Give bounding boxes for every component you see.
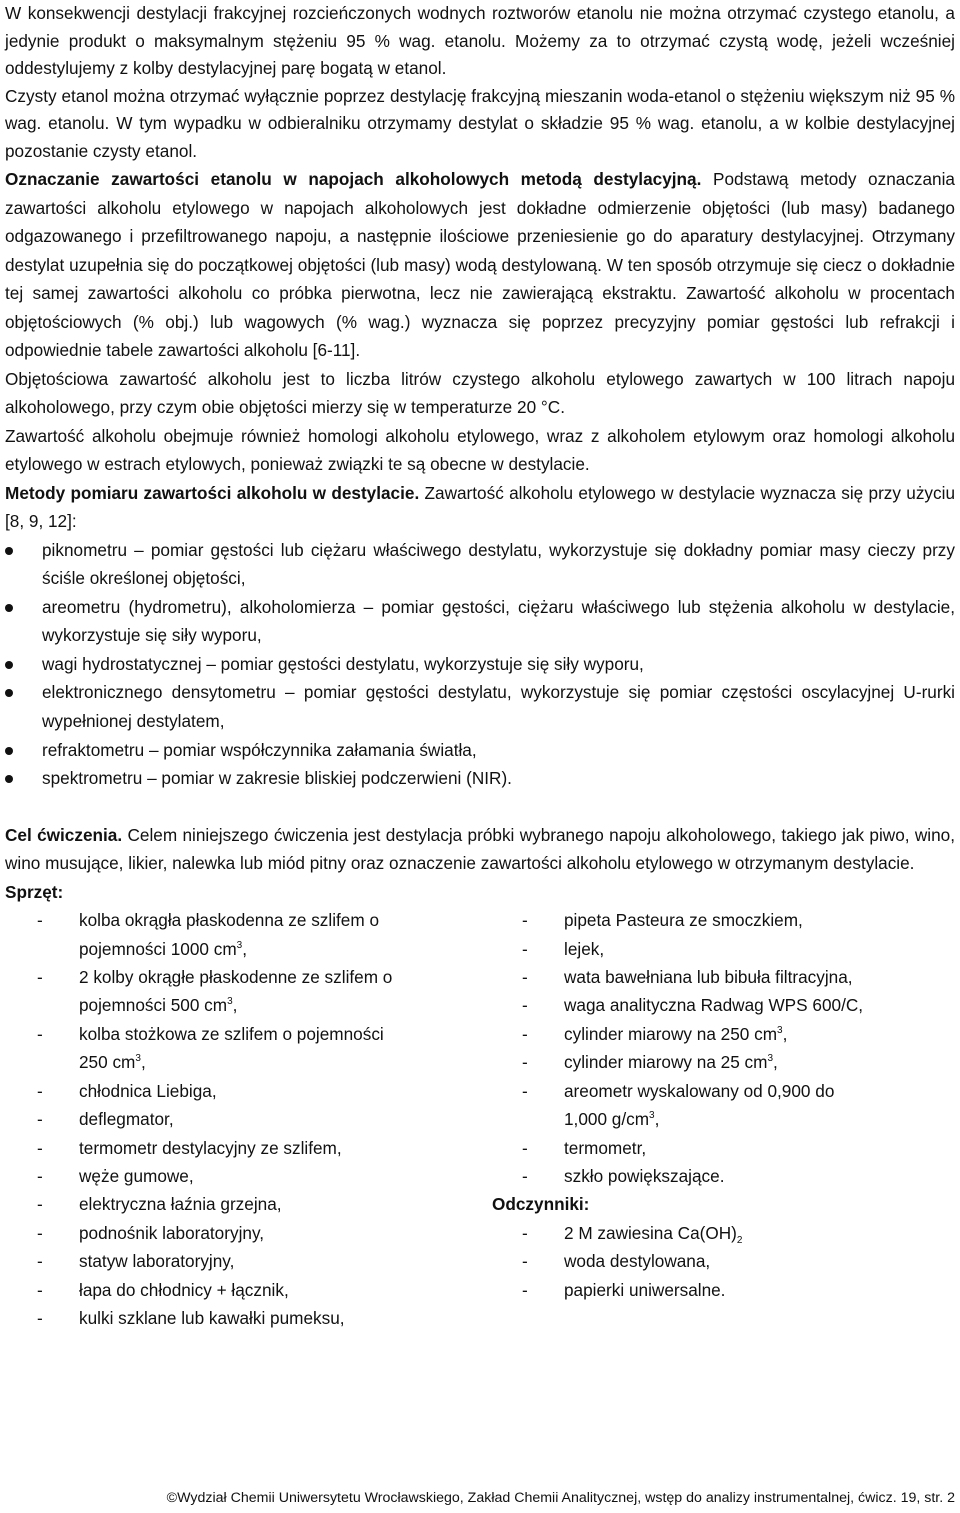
item-text: waga analityczna Radwag WPS 600/C, bbox=[564, 995, 864, 1016]
list-item bbox=[37, 1020, 467, 1077]
dash: - bbox=[37, 1137, 43, 1158]
item-text: papierki uniwersalne. bbox=[564, 1279, 726, 1300]
paragraph-objetosciowa: Objętościowa zawartość alkoholu jest to liczba litrów czystego alkoholu etylowego zawartych w 100 litrach napoju alkoholowego, przy czym obie objętości mierzy się w temperaturze 20 °C. bbox=[5, 368, 955, 417]
list-item bbox=[37, 1162, 467, 1190]
dash: - bbox=[522, 938, 528, 959]
item-text-cont: 1,000 g/cm bbox=[564, 1109, 650, 1130]
page-footer bbox=[167, 1490, 955, 1506]
paragraph-homologi: Zawartość alkoholu obejmuje również homologi alkoholu etylowego, wraz z alkoholem etylowym oraz homologi alkoholu etylowego w estrach etylowych, ponieważ związki te są obecne w destylacie. bbox=[5, 425, 955, 474]
dash: - bbox=[37, 1023, 43, 1044]
dash: - bbox=[522, 910, 528, 931]
list-item bbox=[5, 593, 955, 650]
bullet-icon bbox=[5, 689, 13, 697]
bullet-icon bbox=[5, 775, 13, 783]
list-item-text: piknometru – pomiar gęstości lub ciężaru właściwego destylatu, wykorzystuje się dokładny pomiar masy cieczy przy ściśle określonej objętości, bbox=[42, 539, 955, 589]
list-item bbox=[5, 764, 955, 793]
item-text: węże gumowe, bbox=[79, 1165, 194, 1186]
paragraph-intro-2b: W tym wypadku w odbieralniku otrzymamy destylat o składzie 95 % wag. etanolu, a w kolbie destylacyjnej pozostanie czysty etanol. bbox=[5, 113, 955, 161]
item-text: 2 kolby okrągłe płaskodenne ze szlifem o bbox=[79, 967, 393, 988]
list-item bbox=[37, 1134, 467, 1162]
item-text: deflegmator, bbox=[79, 1109, 174, 1130]
document-page bbox=[5, 0, 956, 1328]
heading-cel: Cel ćwiczenia. bbox=[5, 824, 123, 845]
list-item bbox=[5, 736, 955, 765]
item-text: termometr, bbox=[564, 1137, 647, 1158]
list-item bbox=[5, 678, 955, 735]
item-text: termometr destylacyjny ze szlifem, bbox=[79, 1137, 342, 1158]
text-metody: Zawartość alkoholu etylowego w destylacie wyznacza się przy użyciu [8, 9, 12]: bbox=[5, 482, 955, 531]
punct: , bbox=[782, 1023, 788, 1044]
dash: - bbox=[522, 1023, 528, 1044]
dash: - bbox=[522, 1080, 528, 1101]
superscript: 3 bbox=[649, 1110, 655, 1122]
item-text: pipeta Pasteura ze smoczkiem, bbox=[564, 910, 803, 931]
item-text: woda destylowana, bbox=[564, 1251, 711, 1272]
item-text: statyw laboratoryjny, bbox=[79, 1251, 235, 1272]
dash: - bbox=[37, 1251, 43, 1272]
list-item-text: elektronicznego densytometru – pomiar gęstości destylatu, wykorzystuje się pomiar częstości oscylacyjnej U-rurki wypełnionej destylatem, bbox=[42, 682, 955, 732]
list-item bbox=[522, 1219, 952, 1247]
superscript: 3 bbox=[236, 939, 243, 951]
footer-text: Wydział Chemii Uniwersytetu Wrocławskiego, Zakład Chemii Analitycznej, wstęp do analizy instrumentalnej, ćwicz. 19, str. 2 bbox=[177, 1490, 955, 1506]
paragraph-intro-2 bbox=[5, 83, 955, 166]
methods-bullet-list bbox=[5, 536, 955, 793]
dash: - bbox=[37, 967, 43, 988]
dash: - bbox=[37, 1279, 43, 1300]
item-text: łapa do chłodnicy + łącznik, bbox=[79, 1279, 289, 1300]
item-text: cylinder miarowy na 25 cm bbox=[564, 1052, 768, 1073]
list-item-text: wagi hydrostatycznej – pomiar gęstości destylatu, wykorzystuje się siły wyporu, bbox=[42, 653, 644, 674]
superscript: 3 bbox=[227, 996, 233, 1008]
dash: - bbox=[522, 1222, 528, 1243]
item-text: elektryczna łaźnia grzejna, bbox=[79, 1194, 282, 1215]
list-item bbox=[37, 1276, 467, 1304]
punct: , bbox=[232, 995, 238, 1016]
equipment-list-left bbox=[37, 906, 467, 1332]
dash: - bbox=[522, 967, 528, 988]
dash: - bbox=[37, 1080, 43, 1101]
dash: - bbox=[37, 1194, 43, 1215]
item-text: kolba stożkowa ze szlifem o pojemności bbox=[79, 1023, 384, 1044]
paragraph-cel bbox=[5, 821, 955, 878]
item-text: podnośnik laboratoryjny, bbox=[79, 1222, 265, 1243]
punct: , bbox=[654, 1109, 660, 1130]
dash: - bbox=[37, 910, 43, 931]
punct: , bbox=[242, 938, 247, 959]
list-item bbox=[522, 1048, 952, 1076]
superscript: 3 bbox=[135, 1053, 141, 1065]
list-item bbox=[37, 1247, 467, 1275]
dash: - bbox=[522, 1251, 528, 1272]
heading-metody: Metody pomiaru zawartości alkoholu w destylacie. bbox=[5, 482, 420, 503]
paragraph-oznaczanie bbox=[5, 165, 955, 365]
list-item-text: areometru (hydrometru), alkoholomierza – pomiar gęstości, ciężaru właściwego lub stężenia alkoholu w destylacie, wykorzystuje się siły wyporu, bbox=[42, 596, 955, 646]
list-item bbox=[37, 1190, 467, 1218]
subscript: 2 bbox=[736, 1234, 743, 1246]
dash: - bbox=[37, 1307, 43, 1328]
dash: - bbox=[522, 1279, 528, 1300]
equipment-list-right bbox=[492, 906, 952, 1304]
list-item-text: spektrometru – pomiar w zakresie bliskiej podczerwieni (NIR). bbox=[42, 768, 512, 789]
superscript: 3 bbox=[767, 1053, 774, 1065]
heading-oznaczanie: Oznaczanie zawartości etanolu w napojach alkoholowych metodą destylacyjną. bbox=[5, 169, 702, 189]
item-text: areometr wyskalowany od 0,900 do bbox=[564, 1080, 835, 1101]
list-item bbox=[37, 1105, 467, 1133]
item-text-cont: pojemności 500 cm bbox=[79, 995, 228, 1016]
dash: - bbox=[522, 995, 528, 1016]
item-text: chłodnica Liebiga, bbox=[79, 1080, 217, 1101]
item-text: cylinder miarowy na 250 cm bbox=[564, 1023, 778, 1044]
list-item bbox=[37, 1077, 467, 1105]
item-text-cont: 250 cm bbox=[79, 1052, 136, 1073]
item-text: wata bawełniana lub bibuła filtracyjna, bbox=[564, 967, 853, 988]
dash: - bbox=[522, 1137, 528, 1158]
dash: - bbox=[37, 1165, 43, 1186]
text-cel: Celem niniejszego ćwiczenia jest destylacja próbki wybranego napoju alkoholowego, takiego jak piwo, wino, wino musujące, likier, nalewka lub miód pitny oraz oznaczenie zawartości alkoholu etylowego w otrzymanym destylacie. bbox=[5, 824, 956, 874]
list-item bbox=[5, 650, 955, 679]
list-item bbox=[522, 963, 952, 991]
list-item bbox=[522, 1276, 952, 1304]
paragraph-metody bbox=[5, 479, 955, 536]
dash: - bbox=[522, 1052, 528, 1073]
heading-odczynniki: Odczynniki: bbox=[492, 1194, 590, 1215]
punct: , bbox=[140, 1052, 146, 1073]
list-item-text: refraktometru – pomiar współczynnika załamania światła, bbox=[42, 739, 477, 760]
bullet-icon bbox=[5, 747, 13, 755]
list-item bbox=[37, 963, 467, 1020]
list-item bbox=[5, 536, 955, 593]
item-text: szkło powiększające. bbox=[564, 1165, 725, 1186]
list-item bbox=[37, 1219, 467, 1247]
dash: - bbox=[37, 1222, 43, 1243]
bullet-icon bbox=[5, 604, 13, 612]
list-item bbox=[522, 1134, 952, 1162]
list-item bbox=[522, 1077, 952, 1134]
bullet-icon bbox=[5, 547, 13, 555]
copyright-icon: © bbox=[166, 1490, 178, 1506]
item-text: kolba okrągła płaskodenna ze szlifem o bbox=[79, 910, 380, 931]
heading-sprzet: Sprzęt: bbox=[5, 881, 64, 902]
list-item bbox=[37, 906, 467, 963]
bullet-icon bbox=[5, 661, 13, 669]
list-item bbox=[37, 1304, 467, 1332]
punct: , bbox=[773, 1052, 778, 1073]
item-text: lejek, bbox=[564, 938, 605, 959]
item-text-cont: pojemności 1000 cm bbox=[79, 938, 237, 959]
text-oznaczanie: Podstawą metody oznaczania zawartości alkoholu etylowego w napojach alkoholowych jest dokładne odmierzenie objętości (lub masy) badanego odgazowanego i przefiltrowanego napoju, a następnie ilościowe przeniesienie go do aparatury destylacyjnej. Otrzymany destylat uzupełnia się do początkowej objętości (lub masy) wodą destylowaną. W ten sposób otrzymuje się ciecz o dokładnie tej samej zawartości alkoholu co próbka pierwotna, lecz nie zawierającą ekstraktu. Zawartość alkoholu w procentach objętościowych (% obj.) lub wagowych (% wag.) wyznacza się poprzez precyzyjny pomiar gęstości lub refrakcji i odpowiednie tabele zawartości alkoholu [6-11]. bbox=[5, 169, 955, 360]
paragraph-intro-1: W konsekwencji destylacji frakcyjnej rozcieńczonych wodnych roztworów etanolu nie można otrzymać czystego etanolu, a jedynie produkt o maksymalnym stężeniu 95 % wag. etanolu. Możemy za to otrzymać czystą wodę, jeżeli wcześniej oddestylujemy z kolby destylacyjnej parę bogatą w etanol. bbox=[5, 3, 955, 78]
superscript: 3 bbox=[777, 1024, 783, 1036]
list-item bbox=[522, 1247, 952, 1275]
list-item bbox=[522, 1020, 952, 1048]
list-item bbox=[522, 991, 952, 1019]
paragraph-intro-2a: Czysty etanol można otrzymać wyłącznie poprzez destylację frakcyjną mieszanin woda-etanol o stężeniu większym niż 95 % wag. etanolu. bbox=[5, 85, 955, 133]
item-text: kulki szklane lub kawałki pumeksu, bbox=[79, 1307, 345, 1328]
dash: - bbox=[37, 1109, 43, 1130]
item-text: 2 M zawiesina Ca(OH) bbox=[564, 1222, 737, 1243]
list-item bbox=[522, 1162, 952, 1190]
dash: - bbox=[522, 1165, 528, 1186]
list-item bbox=[522, 906, 952, 934]
list-item bbox=[522, 935, 952, 963]
